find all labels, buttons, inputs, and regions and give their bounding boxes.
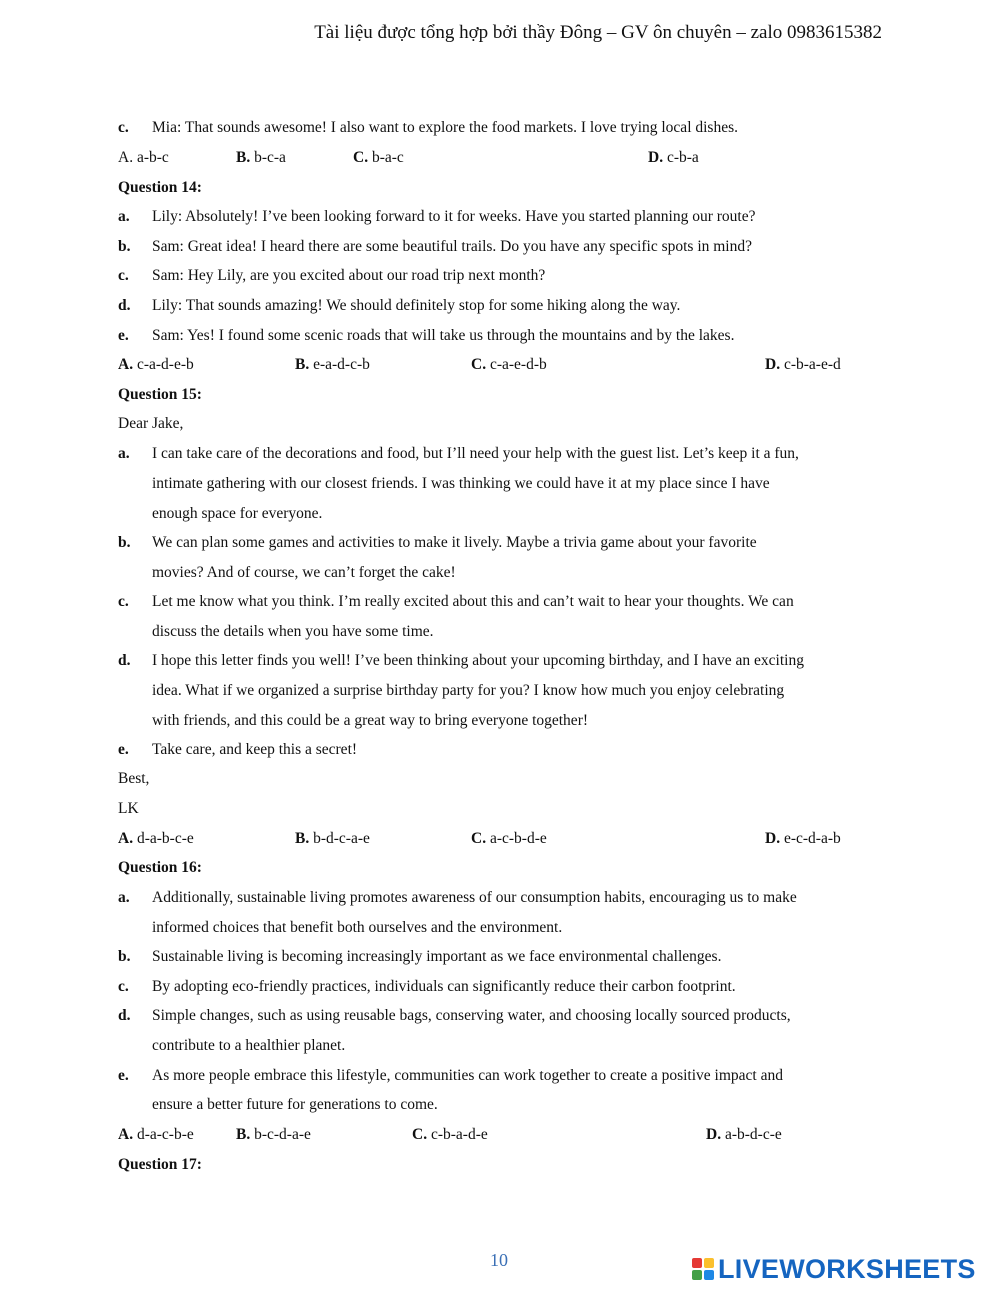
- option-letter: A.: [118, 356, 134, 373]
- item-label: c.: [118, 119, 129, 136]
- logo-tile: [704, 1258, 714, 1268]
- document-header: Tài liệu được tổng hợp bởi thầy Đông – GV ôn chuyên – zalo 0983615382: [314, 22, 882, 43]
- option-letter: D.: [648, 149, 664, 166]
- page-number: 10: [490, 1250, 508, 1270]
- option-text: a-c-b-d-e: [489, 830, 547, 847]
- item-label: c.: [118, 267, 129, 284]
- q17-title: Question 17:: [118, 1156, 202, 1173]
- q15-option-a[interactable]: [118, 829, 194, 849]
- item-text-continued: discuss the details when you have some time.: [152, 623, 434, 640]
- q13-option-b[interactable]: [236, 148, 286, 168]
- item-text: We can plan some games and activities to make it lively. Maybe a trivia game about your favorite: [152, 534, 757, 551]
- option-letter: D.: [765, 356, 781, 373]
- option-text: c-b-a: [666, 149, 699, 166]
- item-text-continued: intimate gathering with our closest friends. I was thinking we could have it at my place since I have: [152, 475, 770, 492]
- item-label: d.: [118, 1007, 131, 1024]
- item-text-continued: idea. What if we organized a surprise birthday party for you? I know how much you enjoy celebrating: [152, 682, 785, 699]
- item-text: I can take care of the decorations and food, but I’ll need your help with the guest list. Let’s keep it a fun,: [152, 445, 799, 462]
- q13-option-d[interactable]: [648, 148, 699, 168]
- item-label: d.: [118, 652, 131, 669]
- item-text-continued: with friends, and this could be a great way to bring everyone together!: [152, 712, 589, 729]
- item-text: Lily: That sounds amazing! We should definitely stop for some hiking along the way.: [152, 297, 681, 314]
- logo-tile: [692, 1270, 702, 1280]
- item-text: By adopting eco-friendly practices, individuals can significantly reduce their carbon footprint.: [152, 978, 736, 995]
- option-text: c-b-a-e-d: [783, 356, 841, 373]
- item-text: Let me know what you think. I’m really excited about this and can’t wait to hear your thoughts. We can: [152, 593, 794, 610]
- option-letter: B.: [236, 1126, 251, 1143]
- item-label: b.: [118, 238, 131, 255]
- q15-title: Question 15:: [118, 386, 202, 403]
- item-text-continued: movies? And of course, we can’t forget the cake!: [152, 564, 456, 581]
- item-label: a.: [118, 208, 130, 225]
- q15-signature: LK: [118, 800, 139, 817]
- option-letter: B.: [295, 356, 310, 373]
- logo-text: LIVEWORKSHEETS: [718, 1253, 976, 1284]
- item-text: Sam: Hey Lily, are you excited about our road trip next month?: [152, 267, 546, 284]
- q14-title: Question 14:: [118, 179, 202, 196]
- logo-grid-icon: [692, 1258, 714, 1280]
- q15-option-b[interactable]: [295, 829, 370, 849]
- option-text: e-a-d-c-b: [313, 356, 370, 373]
- q14-option-c[interactable]: [471, 355, 547, 375]
- q15-option-c[interactable]: [471, 829, 547, 849]
- q16-option-c[interactable]: [412, 1125, 488, 1145]
- logo-tile: [704, 1270, 714, 1280]
- option-text: c-a-d-e-b: [136, 356, 194, 373]
- option-letter: B.: [295, 830, 310, 847]
- item-text: Sam: Yes! I found some scenic roads that will take us through the mountains and by the lakes.: [152, 327, 735, 344]
- q14-option-a[interactable]: [118, 355, 194, 375]
- item-text-continued: enough space for everyone.: [152, 505, 323, 522]
- logo-tile: [692, 1258, 702, 1268]
- item-text: Sustainable living is becoming increasingly important as we face environmental challenges.: [152, 948, 722, 965]
- option-letter: A.: [118, 1126, 134, 1143]
- item-text: Take care, and keep this a secret!: [152, 741, 358, 758]
- option-letter: D.: [765, 830, 781, 847]
- option-letter: A.: [118, 149, 134, 166]
- item-text-continued: informed choices that benefit both ourselves and the environment.: [152, 919, 563, 936]
- item-text: As more people embrace this lifestyle, communities can work together to create a positive impact and: [152, 1067, 783, 1084]
- item-label: a.: [118, 889, 130, 906]
- item-label: c.: [118, 978, 129, 995]
- item-label: d.: [118, 297, 131, 314]
- item-label: b.: [118, 534, 131, 551]
- item-text: Mia: That sounds awesome! I also want to explore the food markets. I love trying local dishes.: [152, 119, 738, 136]
- item-label: e.: [118, 327, 129, 344]
- item-label: e.: [118, 1067, 129, 1084]
- item-text-continued: ensure a better future for generations to come.: [152, 1096, 438, 1113]
- option-text: d-a-c-b-e: [136, 1126, 194, 1143]
- q16-option-a[interactable]: [118, 1125, 194, 1145]
- item-label: b.: [118, 948, 131, 965]
- q14-option-d[interactable]: [765, 355, 841, 375]
- option-text: b-c-d-a-e: [254, 1126, 311, 1143]
- item-text: Additionally, sustainable living promotes awareness of our consumption habits, encouraging us to make: [152, 889, 797, 906]
- item-label: c.: [118, 593, 129, 610]
- option-letter: D.: [706, 1126, 722, 1143]
- q16-option-d[interactable]: [706, 1125, 782, 1145]
- item-label: a.: [118, 445, 130, 462]
- option-text: a-b-d-c-e: [724, 1126, 782, 1143]
- option-text: b-c-a: [254, 149, 286, 166]
- item-text: Simple changes, such as using reusable bags, conserving water, and choosing locally sourced products,: [152, 1007, 791, 1024]
- item-text: I hope this letter finds you well! I’ve been thinking about your upcoming birthday, and I have an exciting: [152, 652, 804, 669]
- option-text: d-a-b-c-e: [136, 830, 194, 847]
- option-text: b-d-c-a-e: [313, 830, 370, 847]
- option-text: c-b-a-d-e: [430, 1126, 488, 1143]
- q16-title: Question 16:: [118, 859, 202, 876]
- q13-option-c[interactable]: [353, 148, 404, 168]
- liveworksheets-logo[interactable]: [692, 1253, 976, 1285]
- option-letter: C.: [353, 149, 369, 166]
- option-text: a-b-c: [136, 149, 169, 166]
- q16-option-b[interactable]: [236, 1125, 311, 1145]
- option-text: c-a-e-d-b: [489, 356, 547, 373]
- item-text: Sam: Great idea! I heard there are some beautiful trails. Do you have any specific spots in mind?: [152, 238, 752, 255]
- option-letter: C.: [412, 1126, 428, 1143]
- option-letter: A.: [118, 830, 134, 847]
- item-text-continued: contribute to a healthier planet.: [152, 1037, 346, 1054]
- option-text: b-a-c: [371, 149, 404, 166]
- q15-option-d[interactable]: [765, 829, 841, 849]
- option-letter: B.: [236, 149, 251, 166]
- option-text: e-c-d-a-b: [783, 830, 841, 847]
- q14-option-b[interactable]: [295, 355, 370, 375]
- option-letter: C.: [471, 356, 487, 373]
- q15-greeting: Dear Jake,: [118, 415, 184, 432]
- q15-closing: Best,: [118, 770, 150, 787]
- item-text: Lily: Absolutely! I’ve been looking forward to it for weeks. Have you started planning our route?: [152, 208, 756, 225]
- option-letter: C.: [471, 830, 487, 847]
- q13-option-a[interactable]: [118, 148, 169, 168]
- item-label: e.: [118, 741, 129, 758]
